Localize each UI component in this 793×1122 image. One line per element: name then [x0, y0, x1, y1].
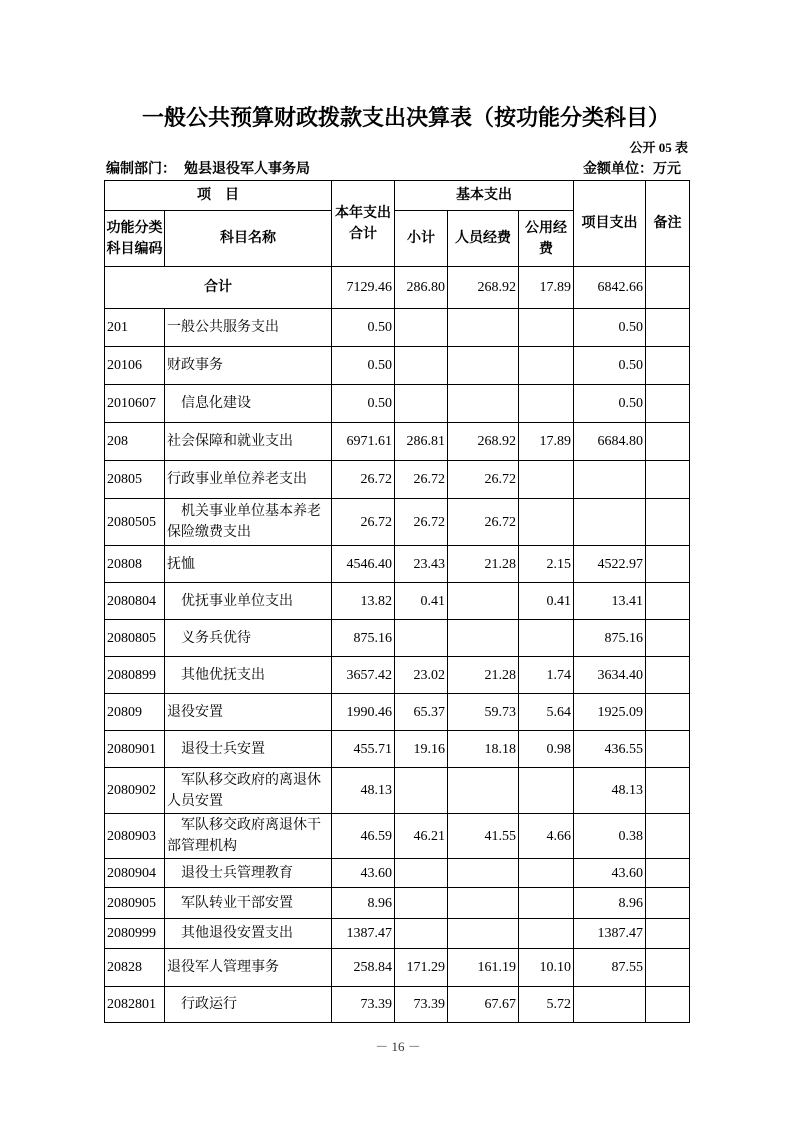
cell-subtotal: 0.41: [395, 583, 448, 620]
cell-remark: [646, 859, 690, 888]
cell-code: 20828: [105, 949, 165, 987]
table-row: [105, 657, 690, 694]
cell-total: 73.39: [332, 987, 395, 1023]
cell-name: 其他退役安置支出: [165, 919, 332, 949]
table-row: [105, 731, 690, 768]
cell-remark: [646, 499, 690, 546]
cell-remark: [646, 423, 690, 461]
expenditure-table: [104, 180, 690, 1023]
cell-subtotal: 46.21: [395, 814, 448, 859]
cell-name: 财政事务: [165, 347, 332, 385]
cell-public: 2.15: [519, 546, 574, 583]
header-code: 功能分类科目编码: [105, 211, 165, 267]
cell-personnel: [448, 919, 519, 949]
cell-total: 0.50: [332, 347, 395, 385]
cell-code: 2080901: [105, 731, 165, 768]
cell-total: 48.13: [332, 768, 395, 814]
cell-subtotal: 19.16: [395, 731, 448, 768]
cell-name: 退役士兵安置: [165, 731, 332, 768]
cell-code: 2080999: [105, 919, 165, 949]
cell-subtotal: 73.39: [395, 987, 448, 1023]
cell-total: 26.72: [332, 461, 395, 499]
cell-project: [574, 461, 646, 499]
table-row: [105, 949, 690, 987]
table-body: [105, 267, 690, 1023]
cell-total: 46.59: [332, 814, 395, 859]
header-subtotal: 小计: [395, 211, 448, 267]
cell-remark: [646, 814, 690, 859]
cell-project: 8.96: [574, 888, 646, 919]
cell-name: 义务兵优待: [165, 620, 332, 657]
cell-personnel: 21.28: [448, 657, 519, 694]
cell-remark: [646, 949, 690, 987]
cell-personnel: 268.92: [448, 423, 519, 461]
cell-public: 0.41: [519, 583, 574, 620]
cell-subtotal: [395, 385, 448, 423]
cell-remark: [646, 768, 690, 814]
cell-code: 2080505: [105, 499, 165, 546]
table-row: [105, 987, 690, 1023]
cell-project: 0.50: [574, 309, 646, 347]
cell-subtotal: [395, 919, 448, 949]
cell-public: 0.98: [519, 731, 574, 768]
cell-remark: [646, 888, 690, 919]
cell-public: [519, 620, 574, 657]
cell-public: [519, 309, 574, 347]
cell-subtotal: 65.37: [395, 694, 448, 731]
cell-project: 4522.97: [574, 546, 646, 583]
cell-name: 其他优抚支出: [165, 657, 332, 694]
cell-subtotal: [395, 620, 448, 657]
table-row: [105, 309, 690, 347]
cell-subtotal: 286.80: [395, 267, 448, 309]
cell-name: 行政运行: [165, 987, 332, 1023]
header-basic-expenditure: 基本支出: [395, 181, 574, 211]
cell-personnel: 18.18: [448, 731, 519, 768]
cell-name: 军队转业干部安置: [165, 888, 332, 919]
cell-total: 13.82: [332, 583, 395, 620]
cell-remark: [646, 620, 690, 657]
cell-public: 4.66: [519, 814, 574, 859]
cell-total: 8.96: [332, 888, 395, 919]
total-label: 合计: [105, 267, 332, 309]
table-row: [105, 694, 690, 731]
cell-personnel: [448, 583, 519, 620]
cell-remark: [646, 347, 690, 385]
cell-total: 6971.61: [332, 423, 395, 461]
cell-subtotal: 286.81: [395, 423, 448, 461]
cell-code: 2080905: [105, 888, 165, 919]
cell-project: 0.50: [574, 385, 646, 423]
cell-code: 2082801: [105, 987, 165, 1023]
cell-project: 0.50: [574, 347, 646, 385]
cell-public: 1.74: [519, 657, 574, 694]
cell-subtotal: 26.72: [395, 499, 448, 546]
cell-name: 一般公共服务支出: [165, 309, 332, 347]
cell-total: 455.71: [332, 731, 395, 768]
table-row: [105, 423, 690, 461]
cell-personnel: 268.92: [448, 267, 519, 309]
cell-subtotal: [395, 859, 448, 888]
cell-total: 1990.46: [332, 694, 395, 731]
cell-code: 2080903: [105, 814, 165, 859]
table-row: [105, 385, 690, 423]
cell-personnel: 41.55: [448, 814, 519, 859]
cell-project: [574, 987, 646, 1023]
cell-total: 7129.46: [332, 267, 395, 309]
header-personnel: 人员经费: [448, 211, 519, 267]
cell-personnel: [448, 347, 519, 385]
cell-code: 208: [105, 423, 165, 461]
header-item: 项 目: [105, 181, 332, 211]
cell-code: 2080902: [105, 768, 165, 814]
page-title: 一般公共预算财政拨款支出决算表（按功能分类科目）: [141, 105, 670, 130]
cell-remark: [646, 461, 690, 499]
cell-project: 43.60: [574, 859, 646, 888]
cell-remark: [646, 583, 690, 620]
cell-remark: [646, 694, 690, 731]
cell-name: 抚恤: [165, 546, 332, 583]
cell-project: 0.38: [574, 814, 646, 859]
cell-subtotal: [395, 309, 448, 347]
cell-name: 退役士兵管理教育: [165, 859, 332, 888]
cell-code: 2080805: [105, 620, 165, 657]
cell-name: 退役安置: [165, 694, 332, 731]
cell-personnel: [448, 309, 519, 347]
cell-project: 436.55: [574, 731, 646, 768]
cell-project: 1387.47: [574, 919, 646, 949]
total-row: [105, 267, 690, 309]
cell-public: 17.89: [519, 423, 574, 461]
cell-code: 2080804: [105, 583, 165, 620]
cell-project: 3634.40: [574, 657, 646, 694]
cell-project: [574, 499, 646, 546]
cell-remark: [646, 987, 690, 1023]
cell-public: [519, 499, 574, 546]
cell-project: 87.55: [574, 949, 646, 987]
table-row: [105, 814, 690, 859]
page-number: － 16 －: [375, 1039, 421, 1054]
header-name: 科目名称: [165, 211, 332, 267]
cell-code: 2080899: [105, 657, 165, 694]
cell-personnel: 21.28: [448, 546, 519, 583]
cell-subtotal: 26.72: [395, 461, 448, 499]
cell-remark: [646, 731, 690, 768]
cell-name: 社会保障和就业支出: [165, 423, 332, 461]
amount-unit-label: 金额单位：万元: [583, 162, 681, 177]
cell-name: 行政事业单位养老支出: [165, 461, 332, 499]
cell-public: [519, 768, 574, 814]
cell-public: [519, 461, 574, 499]
cell-subtotal: 171.29: [395, 949, 448, 987]
table-row: [105, 546, 690, 583]
cell-code: 2010607: [105, 385, 165, 423]
table-row: [105, 888, 690, 919]
cell-public: [519, 859, 574, 888]
header-remark: 备注: [646, 181, 690, 267]
cell-personnel: 26.72: [448, 461, 519, 499]
table-row: [105, 859, 690, 888]
cell-total: 0.50: [332, 309, 395, 347]
department-label: 编制部门：: [106, 162, 176, 177]
cell-name: 信息化建设: [165, 385, 332, 423]
cell-project: 6842.66: [574, 267, 646, 309]
header-total: 本年支出合计: [332, 181, 395, 267]
cell-project: 48.13: [574, 768, 646, 814]
cell-personnel: [448, 859, 519, 888]
table-row: [105, 347, 690, 385]
cell-public: [519, 919, 574, 949]
cell-remark: [646, 267, 690, 309]
cell-subtotal: [395, 347, 448, 385]
cell-public: 17.89: [519, 267, 574, 309]
table-row: [105, 583, 690, 620]
cell-public: 5.72: [519, 987, 574, 1023]
cell-total: 875.16: [332, 620, 395, 657]
cell-personnel: [448, 385, 519, 423]
cell-total: 43.60: [332, 859, 395, 888]
cell-public: [519, 888, 574, 919]
cell-personnel: 67.67: [448, 987, 519, 1023]
cell-remark: [646, 546, 690, 583]
cell-name: 退役军人管理事务: [165, 949, 332, 987]
header-public: 公用经费: [519, 211, 574, 267]
cell-code: 20808: [105, 546, 165, 583]
cell-code: 20106: [105, 347, 165, 385]
header-row-1: [105, 181, 690, 211]
cell-name: 机关事业单位基本养老保险缴费支出: [165, 499, 332, 546]
cell-name: 优抚事业单位支出: [165, 583, 332, 620]
cell-personnel: 59.73: [448, 694, 519, 731]
cell-code: 20805: [105, 461, 165, 499]
cell-remark: [646, 657, 690, 694]
cell-public: 5.64: [519, 694, 574, 731]
table-header: [105, 181, 690, 267]
cell-code: 20809: [105, 694, 165, 731]
cell-public: [519, 385, 574, 423]
cell-personnel: [448, 620, 519, 657]
cell-subtotal: [395, 888, 448, 919]
table-row: [105, 499, 690, 546]
cell-public: [519, 347, 574, 385]
cell-personnel: [448, 888, 519, 919]
cell-personnel: 161.19: [448, 949, 519, 987]
cell-project: 1925.09: [574, 694, 646, 731]
table-row: [105, 919, 690, 949]
cell-total: 0.50: [332, 385, 395, 423]
cell-remark: [646, 309, 690, 347]
cell-subtotal: 23.43: [395, 546, 448, 583]
cell-subtotal: [395, 768, 448, 814]
cell-personnel: 26.72: [448, 499, 519, 546]
cell-personnel: [448, 768, 519, 814]
cell-name: 军队移交政府的离退休人员安置: [165, 768, 332, 814]
form-number: 公开 05 表: [629, 140, 688, 155]
cell-project: 6684.80: [574, 423, 646, 461]
cell-remark: [646, 919, 690, 949]
cell-project: 13.41: [574, 583, 646, 620]
cell-public: 10.10: [519, 949, 574, 987]
cell-code: 201: [105, 309, 165, 347]
header-project-expenditure: 项目支出: [574, 181, 646, 267]
cell-total: 1387.47: [332, 919, 395, 949]
table-row: [105, 620, 690, 657]
table-row: [105, 768, 690, 814]
cell-total: 3657.42: [332, 657, 395, 694]
cell-total: 4546.40: [332, 546, 395, 583]
department-name: 勉县退役军人事务局: [184, 162, 310, 177]
cell-total: 26.72: [332, 499, 395, 546]
table-row: [105, 461, 690, 499]
cell-project: 875.16: [574, 620, 646, 657]
cell-total: 258.84: [332, 949, 395, 987]
cell-code: 2080904: [105, 859, 165, 888]
cell-name: 军队移交政府离退休干部管理机构: [165, 814, 332, 859]
cell-remark: [646, 385, 690, 423]
cell-subtotal: 23.02: [395, 657, 448, 694]
